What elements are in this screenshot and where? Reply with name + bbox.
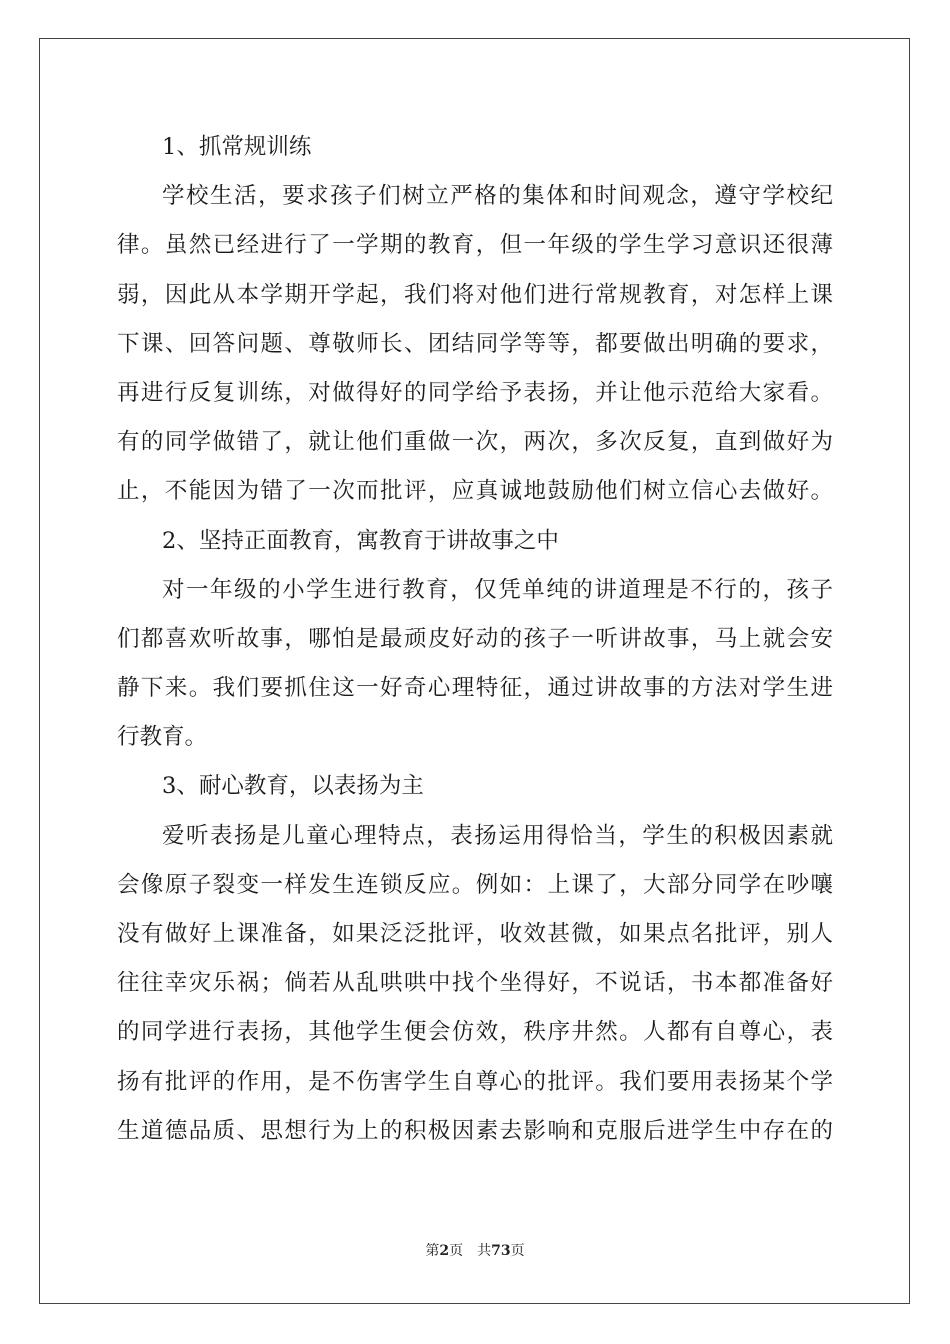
total-pages: 73 <box>491 1243 511 1259</box>
page-number: 2 <box>439 1243 450 1259</box>
paragraph-line: 下课、回答问题、尊敬师长、团结同学等等，都要做出明确的要求， <box>117 330 833 357</box>
paragraph-line: 会像原子裂变一样发生连锁反应。例如：上课了，大部分同学在吵嚷 <box>117 871 833 898</box>
paragraph-line: 弱，因此从本学期开学起，我们将对他们进行常规教育，对怎样上课 <box>117 281 833 308</box>
paragraph-line: 的同学进行表扬，其他学生便会仿效，秩序井然。人都有自尊心，表 <box>117 1019 833 1046</box>
paragraph-line: 往往幸灾乐祸；倘若从乱哄哄中找个坐得好，不说话，书本都准备好 <box>117 970 833 997</box>
paragraph-line: 爱听表扬是儿童心理特点，表扬运用得恰当，学生的积极因素就 <box>162 822 833 849</box>
section-heading-1: 1、抓常规训练 <box>162 134 312 160</box>
total-prefix: 共 <box>477 1243 492 1259</box>
paragraph-line: 对一年级的小学生进行教育，仅凭单纯的讲道理是不行的，孩子 <box>162 576 833 603</box>
paragraph-line: 律。虽然已经进行了一学期的教育，但一年级的学生学习意识还很薄 <box>117 232 833 259</box>
document-body <box>117 123 833 1156</box>
paragraph-line: 学校生活，要求孩子们树立严格的集体和时间观念，遵守学校纪 <box>162 183 833 210</box>
paragraph-line: 有的同学做错了，就让他们重做一次，两次，多次反复，直到做好为 <box>117 429 833 456</box>
paragraph-line: 们都喜欢听故事，哪怕是最顽皮好动的孩子一听讲故事，马上就会安 <box>117 625 833 652</box>
paragraph-line: 止，不能因为错了一次而批评，应真诚地鼓励他们树立信心去做好。 <box>117 478 833 505</box>
paragraph-line: 生道德品质、思想行为上的积极因素去影响和克服后进学生中存在的 <box>117 1117 833 1144</box>
paragraph-line: 行教育。 <box>117 724 208 751</box>
section-heading-2: 2、坚持正面教育，寓教育于讲故事之中 <box>162 527 559 554</box>
paragraph-line: 静下来。我们要抓住这一好奇心理特征，通过讲故事的方法对学生进 <box>117 675 833 702</box>
page-prefix: 第 <box>425 1243 440 1259</box>
page-suffix: 页 <box>449 1243 464 1259</box>
total-suffix: 页 <box>510 1243 525 1259</box>
paragraph-line: 扬有批评的作用，是不伤害学生自尊心的批评。我们要用表扬某个学 <box>117 1068 833 1095</box>
section-heading-3: 3、耐心教育，以表扬为主 <box>162 773 424 800</box>
paragraph-line: 再进行反复训练，对做得好的同学给予表扬，并让他示范给大家看。 <box>117 379 833 406</box>
page-footer <box>0 1242 950 1260</box>
paragraph-line: 没有做好上课准备，如果泛泛批评，收效甚微，如果点名批评，别人 <box>117 921 833 947</box>
